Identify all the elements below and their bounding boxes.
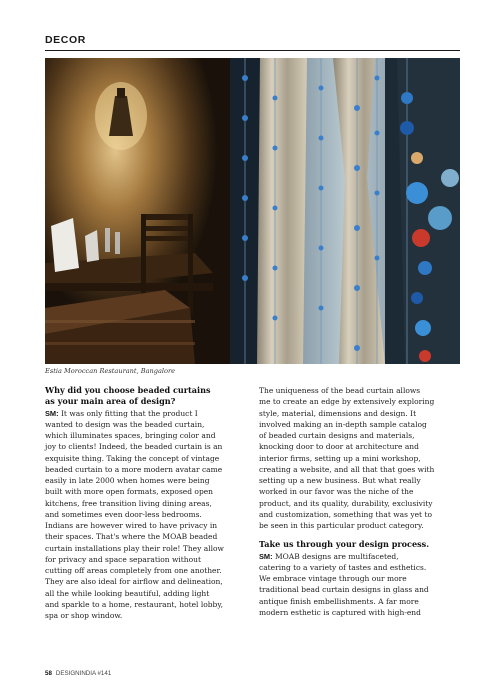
body-line: The uniqueness of the bead curtain allows xyxy=(259,386,421,395)
answer-line: traditional bead curtain designs in glass and xyxy=(259,585,429,595)
question-heading: Take us through your design process. xyxy=(259,539,430,550)
body-line: of beaded curtain designs and materials, xyxy=(259,431,415,440)
answer-line: We embrace vintage through our more xyxy=(259,574,407,583)
body-line: involved making an in-depth sample catalog xyxy=(259,419,427,429)
answer-line: wanted to design was the beaded curtain, xyxy=(45,419,205,429)
answer-line: built with more open formats, exposed open xyxy=(45,487,214,497)
speaker-tag: SM: xyxy=(45,408,59,418)
answer-line: Indians are however wired to have privacy in xyxy=(45,521,218,530)
page-number: 58 xyxy=(45,670,52,677)
answer-line: beaded curtain to a more modern avatar came xyxy=(45,464,223,474)
answer-line: exquisite thing. Taking the concept of vintage xyxy=(45,453,220,463)
question-heading: as your main area of design? xyxy=(45,396,176,407)
answer-line: easily in late 2000 when homes were being xyxy=(45,476,210,485)
body-line: be seen in this particular product category. xyxy=(259,521,424,530)
answer-line: catering to a variety of tastes and esthetics. xyxy=(259,562,427,572)
answer-line xyxy=(45,408,244,419)
body-line: creating a website, and all that that goes with xyxy=(259,464,435,474)
answer-text: MOAB designs are multifaceted, xyxy=(274,551,399,561)
left-column xyxy=(45,385,244,621)
answer-line: for privacy and space separation without xyxy=(45,554,201,564)
answer-line: antique finish embellishments. A far more xyxy=(259,596,419,606)
answer-line: and sometimes even door-less bedrooms. xyxy=(45,509,202,519)
photo-caption: Estia Moroccan Restaurant, Bangalore xyxy=(45,367,176,375)
answer-line: and sparkle to a home, restaurant, hotel lobby, xyxy=(45,599,223,609)
answer-line: modern esthetic is captured with high-end xyxy=(259,607,421,617)
answer-line: joy to clients! Indeed, the beaded curtain is an xyxy=(45,442,223,452)
body-line: product, and its quality, durability, exclusivity xyxy=(259,498,433,508)
page-footer xyxy=(45,670,111,677)
answer-line xyxy=(259,551,458,562)
body-line: worked in our favor was the niche of the xyxy=(259,487,414,497)
right-column xyxy=(259,385,458,618)
section-rule xyxy=(45,50,460,51)
restaurant-photo xyxy=(45,58,460,364)
answer-line: They are also ideal for airflow and delineation, xyxy=(45,577,223,587)
body-line: interior firms, setting up a mini workshop, xyxy=(259,453,421,463)
publication-name: DESIGNINDIA #141 xyxy=(55,670,112,677)
answer-line: curtain installations play their role! They allow xyxy=(45,543,224,553)
body-line: and customization, something that was yet to xyxy=(259,509,432,519)
paragraph-gap xyxy=(259,531,458,539)
answer-line: their spaces. That's where the MOAB beaded xyxy=(45,532,218,542)
body-line: setting up a new business. But what really xyxy=(259,476,421,485)
body-line: me to create an edge by extensively exploring xyxy=(259,397,435,407)
answer-line: kitchens, free transition living dining areas, xyxy=(45,498,212,508)
section-label: DECOR xyxy=(45,34,86,46)
answer-line: all the while looking beautiful, adding light xyxy=(45,588,210,598)
answer-line: which illuminates spaces, bringing color and xyxy=(45,431,216,440)
question-heading: Why did you choose beaded curtains xyxy=(45,385,211,395)
answer-line: spa or shop window. xyxy=(45,611,123,620)
answer-line: cutting off areas completely from one another. xyxy=(45,566,222,575)
body-line: style, material, dimensions and design. It xyxy=(259,408,417,418)
speaker-tag: SM: xyxy=(259,551,273,561)
answer-text: It was only fitting that the product I xyxy=(60,408,198,418)
body-line: knocking door to door at architecture and xyxy=(259,442,419,452)
